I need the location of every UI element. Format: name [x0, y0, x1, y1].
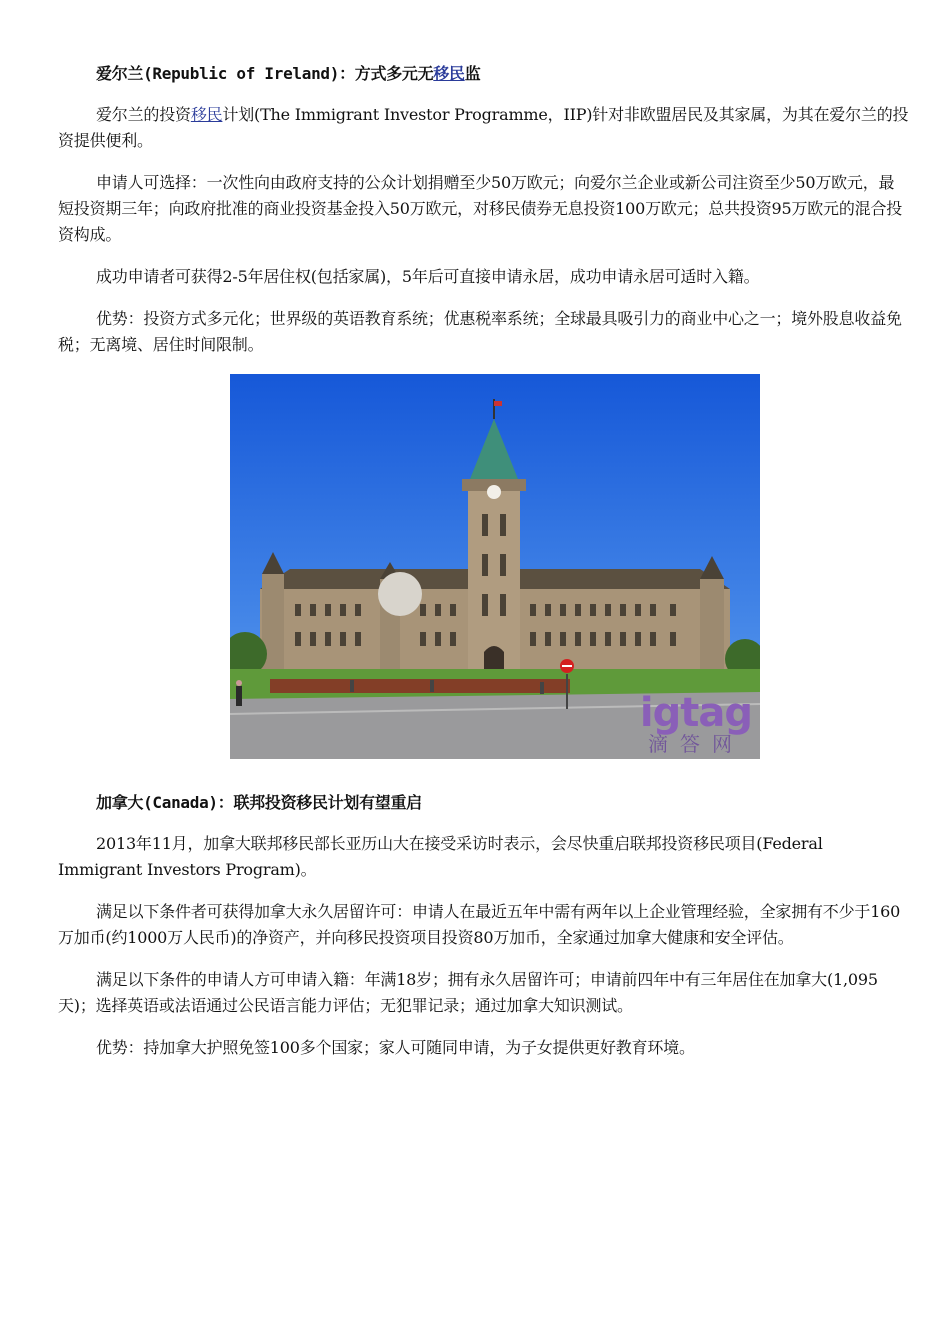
- ireland-heading: [58, 62, 910, 86]
- ireland-p1-text: 爱尔兰的投资: [96, 105, 191, 124]
- immigration-link[interactable]: 移民: [433, 64, 465, 83]
- ireland-paragraph-2: 申请人可选择：一次性向由政府支持的公众计划捐赠至少50万欧元；向爱尔兰企业或新公司注资至少50万欧元，最短投资期三年；向政府批准的商业投资基金投入50万欧元，对移民债券无息投资100万欧元；总共投资95万欧元的混合投资构成。: [58, 173, 903, 244]
- immigration-link[interactable]: 移民: [190, 105, 223, 124]
- canada-paragraph-3: 满足以下条件的申请人方可申请入籍：年满18岁；拥有永久居留许可；申请前四年中有三年居住在加拿大(1,095天)；选择英语或法语通过公民语言能力评估；无犯罪记录；通过加拿大知识测试。: [58, 970, 878, 1015]
- canada-paragraph-1: 2013年11月，加拿大联邦移民部长亚历山大在接受采访时表示，会尽快重启联邦投资移民项目(Federal Immigrant Investors Program)。: [58, 834, 823, 879]
- ireland-heading-text: 爱尔兰(Republic of Ireland)：方式多元无: [96, 64, 434, 83]
- ireland-p1-tail: 计划(The Immigrant Investor Programme，IIP)针对非欧盟居民及其家属，为其在爱尔兰的投资提供便利。: [58, 105, 909, 150]
- ireland-heading-tail: 监: [464, 64, 481, 83]
- watermark: [639, 690, 752, 756]
- ireland-paragraph-4: 优势：投资方式多元化；世界级的英语教育系统；优惠税率系统；全球最具吸引力的商业中心之一；境外股息收益免税；无离境、居住时间限制。: [58, 309, 902, 354]
- canada-paragraph-4: 优势：持加拿大护照免签100多个国家；家人可随同申请，为子女提供更好教育环境。: [96, 1038, 695, 1057]
- watermark-chinese-text: 滴答网: [647, 732, 744, 756]
- ireland-paragraph-3: 成功申请者可获得2-5年居住权(包括家属)，5年后可直接申请永居，成功申请永居可适时入籍。: [96, 267, 760, 286]
- canada-heading: 加拿大(Canada)：联邦投资移民计划有望重启: [96, 793, 422, 812]
- document-page: [58, 62, 910, 1077]
- canada-paragraph-2: 满足以下条件者可获得加拿大永久居留许可：申请人在最近五年中需有两年以上企业管理经验，全家拥有不少于160万加币(约1000万人民币)的净资产，并向移民投资项目投资80万加币，全家通过加拿大健康和安全评估。: [58, 902, 901, 947]
- parliament-photo: [230, 374, 760, 759]
- watermark-logo-text: igtag: [639, 690, 752, 736]
- ireland-paragraph-1: [58, 102, 910, 154]
